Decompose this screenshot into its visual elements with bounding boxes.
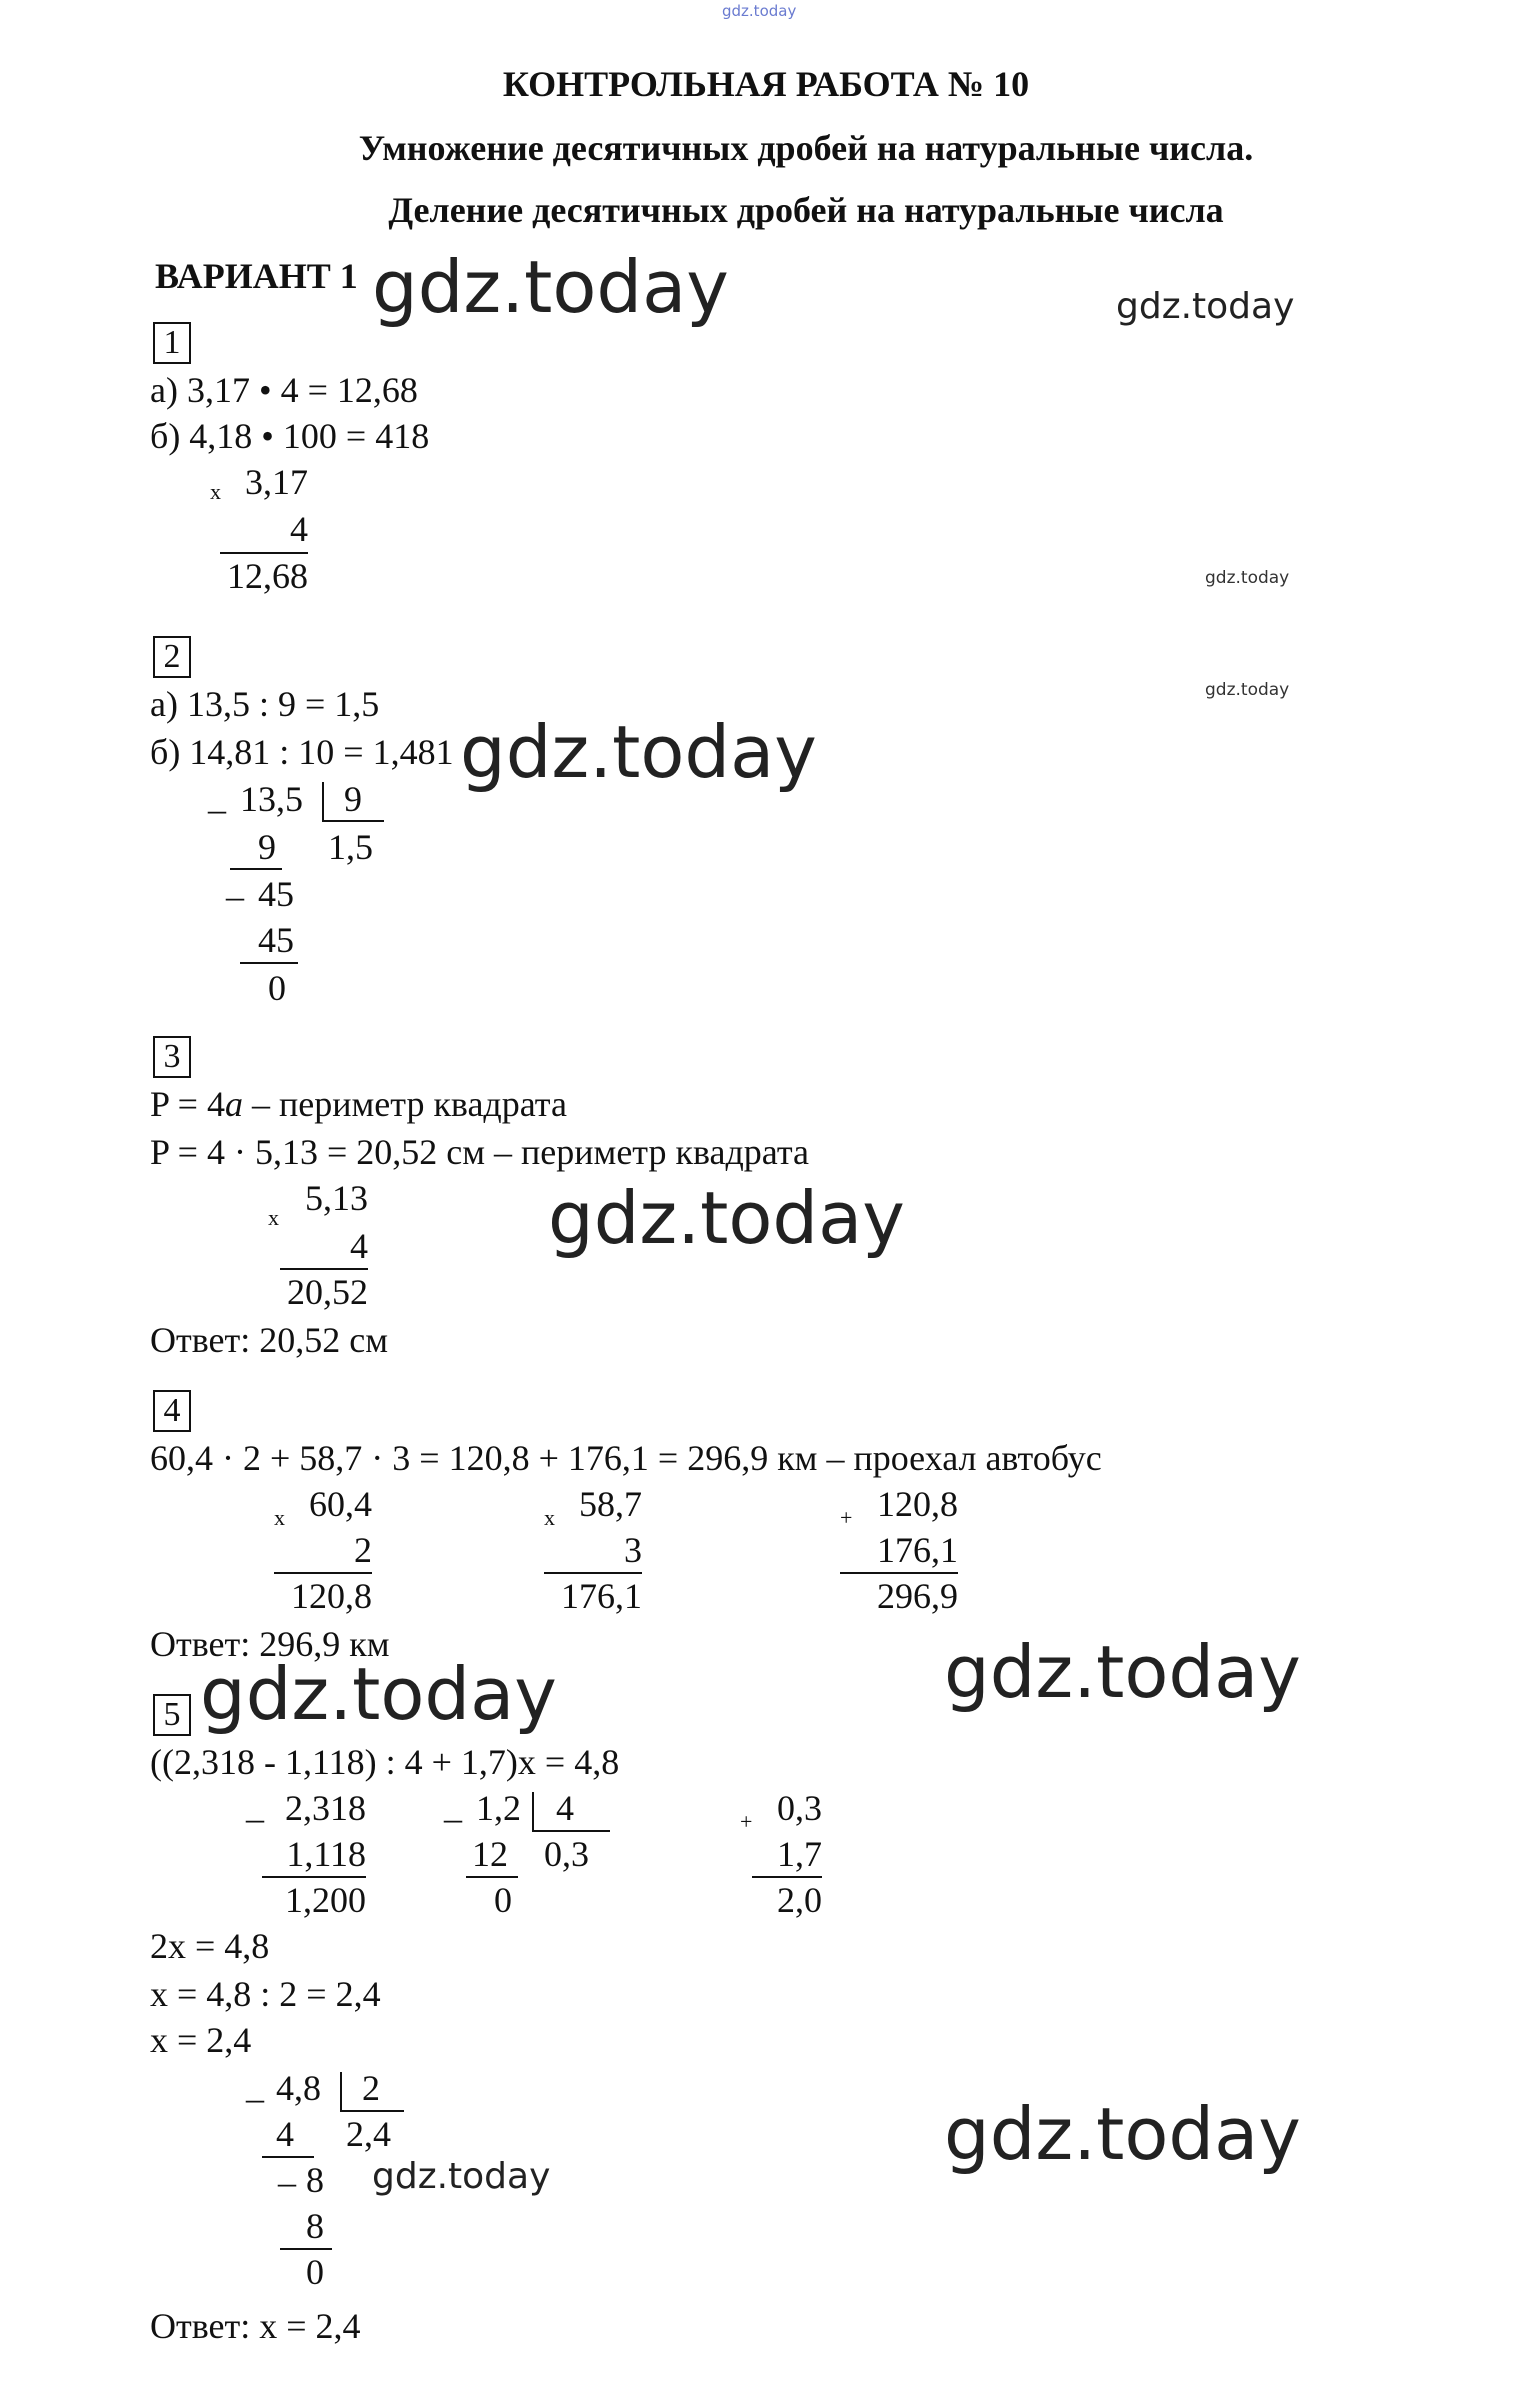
watermark: gdz.today — [372, 245, 729, 329]
task1-line-a: а) 3,17 • 4 = 12,68 — [150, 370, 418, 410]
calc-operand: 0,3 — [777, 1788, 822, 1828]
watermark: gdz.today — [460, 710, 817, 794]
watermark: gdz.today — [1116, 286, 1295, 327]
calc-result: 1,200 — [285, 1880, 366, 1920]
watermark-top: gdz.today — [722, 2, 797, 20]
calc-operand: 2 — [354, 1530, 372, 1570]
division-line — [240, 962, 298, 964]
calc-operand: 3 — [624, 1530, 642, 1570]
division-remainder: 0 — [268, 968, 286, 1008]
calc-operand: 2,318 — [285, 1788, 366, 1828]
division-dividend: 1,2 — [476, 1788, 521, 1828]
division-bar — [322, 782, 324, 822]
division-minus: _ — [278, 2150, 296, 2190]
page-title: КОНТРОЛЬНАЯ РАБОТА № 10 — [502, 64, 1030, 104]
calc-operand: 5,13 — [305, 1178, 368, 1218]
division-divisor: 4 — [556, 1788, 574, 1828]
task-number-box: 1 — [153, 322, 191, 364]
division-step: 8 — [306, 2160, 324, 2200]
subtract-sign: _ — [246, 1786, 264, 1826]
calc-operand: 1,118 — [286, 1834, 366, 1874]
division-minus: _ — [444, 1786, 462, 1826]
calc-result: 296,9 — [877, 1576, 958, 1616]
watermark: gdz.today — [944, 1630, 1301, 1714]
division-remainder: 0 — [494, 1880, 512, 1920]
task5-answer: Ответ: x = 2,4 — [150, 2306, 361, 2346]
calc-operand: 60,4 — [309, 1484, 372, 1524]
watermark: gdz.today — [1205, 680, 1290, 700]
division-remainder: 0 — [306, 2252, 324, 2292]
division-divisor: 9 — [344, 779, 362, 819]
task3-line-1: P = 4a – периметр квадрата — [150, 1084, 567, 1124]
task2-line-a: а) 13,5 : 9 = 1,5 — [150, 684, 380, 724]
calc-result: 120,8 — [291, 1576, 372, 1616]
calc-operand: 4 — [290, 509, 308, 549]
task5-line-2: x = 4,8 : 2 = 2,4 — [150, 1974, 381, 2014]
watermark: gdz.today — [944, 2092, 1301, 2176]
watermark: gdz.today — [1205, 568, 1290, 588]
calc-result: 12,68 — [227, 556, 308, 596]
watermark: gdz.today — [200, 1652, 557, 1736]
variant-label: ВАРИАНТ 1 — [155, 256, 358, 296]
division-minus: _ — [208, 777, 226, 817]
task2-line-b: б) 14,81 : 10 = 1,481 — [150, 732, 454, 772]
calc-operand: 58,7 — [579, 1484, 642, 1524]
division-quotient: 0,3 — [544, 1834, 589, 1874]
calc-operand: 1,7 — [777, 1834, 822, 1874]
division-step: 4 — [276, 2114, 294, 2154]
division-dividend: 13,5 — [240, 779, 303, 819]
calc-result: 176,1 — [561, 1576, 642, 1616]
plus-sign: + — [740, 1809, 753, 1834]
calc-operand: 176,1 — [877, 1530, 958, 1570]
division-bar — [532, 1792, 534, 1832]
division-divisor: 2 — [362, 2068, 380, 2108]
division-bar — [340, 2072, 342, 2112]
task5-equation: ((2,318 - 1,118) : 4 + 1,7)x = 4,8 — [150, 1742, 620, 1782]
division-step: 45 — [258, 874, 294, 914]
division-step: 45 — [258, 920, 294, 960]
task4-answer: Ответ: 296,9 км — [150, 1624, 390, 1664]
task-number-box: 3 — [153, 1036, 191, 1078]
multiply-sign: x — [210, 479, 221, 504]
calc-result: 2,0 — [777, 1880, 822, 1920]
task3-answer: Ответ: 20,52 см — [150, 1320, 388, 1360]
page-subtitle-1: Умножение десятичных дробей на натуральные числа. — [358, 128, 1254, 168]
division-step: 8 — [306, 2206, 324, 2246]
plus-sign: + — [840, 1505, 853, 1530]
division-quotient: 2,4 — [346, 2114, 391, 2154]
task-number-box: 2 — [153, 636, 191, 678]
multiply-sign: x — [544, 1505, 555, 1530]
page-subtitle-2: Деление десятичных дробей на натуральные числа — [388, 190, 1224, 230]
calc-operand: 120,8 — [877, 1484, 958, 1524]
division-minus: _ — [246, 2066, 264, 2106]
task1-line-b: б) 4,18 • 100 = 418 — [150, 416, 430, 456]
task3-line-2: P = 4 · 5,13 = 20,52 см – периметр квадрата — [150, 1132, 809, 1172]
division-minus: _ — [226, 864, 244, 904]
calc-operand: 3,17 — [245, 462, 308, 502]
calc-operand: 4 — [350, 1226, 368, 1266]
division-dividend: 4,8 — [276, 2068, 321, 2108]
task-number-box: 4 — [153, 1390, 191, 1432]
division-step: 9 — [258, 827, 276, 867]
division-step: 12 — [472, 1834, 508, 1874]
watermark: gdz.today — [372, 2156, 551, 2197]
task4-line: 60,4 · 2 + 58,7 · 3 = 120,8 + 176,1 = 296,9 км – проехал автобус — [150, 1438, 1102, 1478]
multiply-sign: x — [268, 1205, 279, 1230]
task5-line-1: 2x = 4,8 — [150, 1926, 270, 1966]
calc-result: 20,52 — [287, 1272, 368, 1312]
task5-line-3: x = 2,4 — [150, 2020, 252, 2060]
division-quotient: 1,5 — [328, 827, 373, 867]
multiply-sign: x — [274, 1505, 285, 1530]
watermark: gdz.today — [548, 1176, 905, 1260]
task-number-box: 5 — [153, 1694, 191, 1736]
